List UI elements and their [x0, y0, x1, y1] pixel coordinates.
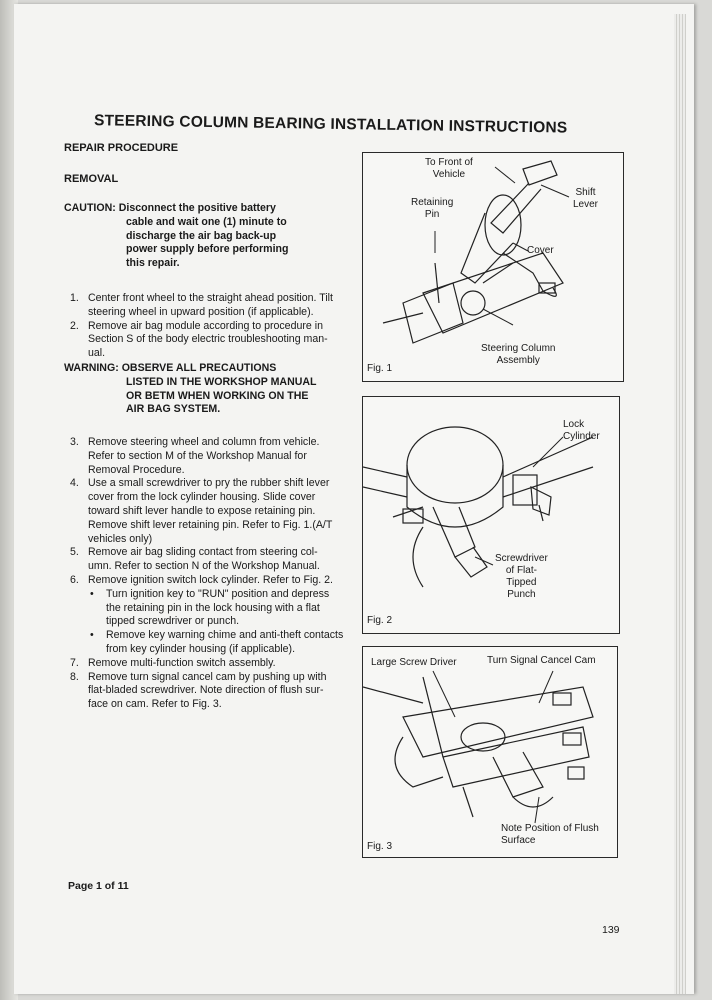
label-line: Punch	[507, 589, 536, 600]
step-line: Remove air bag module according to procedure in	[88, 319, 323, 332]
label-line: Retaining	[411, 197, 454, 208]
list-item	[70, 574, 360, 657]
label-line: Vehicle	[432, 169, 466, 180]
caution-line: power supply before performing	[126, 243, 289, 256]
step-line: Removal Procedure.	[88, 463, 185, 476]
step-line: Use a small screwdriver to pry the rubber shift lever	[88, 477, 330, 490]
sub-list-item	[88, 629, 360, 657]
label-line: Shift	[575, 187, 596, 198]
label-line: Cylinder	[563, 431, 600, 442]
screwdriver-label	[495, 553, 548, 601]
warning-line: LISTED IN THE WORKSHOP MANUAL	[126, 375, 317, 388]
cover-label: Cover	[527, 245, 554, 256]
repair-procedure-heading: REPAIR PROCEDURE	[64, 142, 179, 154]
steps-1-2	[70, 292, 360, 361]
label-line: Note Position of Flush	[501, 823, 599, 834]
list-item	[70, 436, 360, 477]
step-line: Refer to section M of the Workshop Manual for	[88, 449, 307, 462]
step-line: Center front wheel to the straight ahead position. Tilt	[88, 292, 333, 304]
list-item	[70, 657, 360, 671]
bullet: •	[90, 629, 94, 642]
warning-label: WARNING:	[64, 362, 119, 374]
list-item	[70, 546, 360, 574]
caution-line: this repair.	[126, 257, 180, 270]
step-line: from key cylinder housing (if applicable).	[106, 642, 296, 655]
step-number: 4.	[70, 477, 79, 490]
step-line: toward shift lever handle to expose retaining pin.	[88, 504, 316, 517]
lock-cylinder-label	[563, 419, 600, 443]
retaining-pin-label	[411, 197, 453, 221]
figure-caption: Fig. 2	[367, 615, 393, 626]
step-line: face on cam. Refer to Fig. 3.	[88, 698, 222, 711]
step-line: tipped screwdriver or punch.	[106, 615, 240, 628]
warning-line: AIR BAG SYSTEM.	[126, 403, 221, 416]
label-line: Tipped	[506, 577, 537, 588]
step-line: Remove multi-function switch assembly.	[88, 656, 276, 669]
label-line: Surface	[501, 835, 536, 846]
list-item	[70, 477, 360, 546]
warning-block	[64, 362, 364, 417]
caution-label: CAUTION:	[64, 202, 116, 214]
page-number: 139	[602, 924, 620, 936]
caution-line: discharge the air bag back-up	[126, 229, 277, 242]
flush-surface-note	[501, 823, 599, 847]
step-line: Remove turn signal cancel cam by pushing up with	[88, 670, 327, 683]
steering-column-label	[481, 343, 555, 367]
page-footer: Page 1 of 11	[68, 880, 129, 892]
step-line: Remove steering wheel and column from vehicle.	[88, 436, 320, 448]
removal-heading: REMOVAL	[64, 173, 119, 185]
step-line: cover from the lock cylinder housing. Slide cover	[88, 491, 316, 504]
list-item	[70, 292, 360, 320]
step-number: 5.	[70, 546, 79, 559]
label-line: Steering Column	[481, 343, 556, 354]
label-line: of Flat-	[505, 565, 537, 576]
figure-caption: Fig. 1	[367, 363, 393, 374]
step-line: Section S of the body electric troubleshooting man-	[88, 333, 328, 346]
step-line: vehicles only)	[88, 532, 153, 545]
figure-caption: Fig. 3	[367, 841, 393, 852]
step-line: Remove shift lever retaining pin. Refer to Fig. 1.(A/T	[88, 518, 333, 531]
label-line: Lock	[563, 419, 585, 430]
step-number: 3.	[70, 436, 79, 448]
figure-1	[362, 152, 624, 382]
step-number: 8.	[70, 670, 79, 683]
warning-line: OR BETM WHEN WORKING ON THE	[126, 389, 309, 402]
to-front-label	[425, 157, 473, 181]
shift-lever-label	[573, 187, 598, 211]
label-line: Assembly	[496, 355, 540, 366]
step-line: Turn ignition key to "RUN" position and depress	[106, 587, 330, 600]
label-line: Lever	[573, 199, 599, 210]
bullet: •	[90, 587, 94, 600]
step-line: Remove air bag sliding contact from steering col-	[88, 546, 318, 559]
step-line: ual.	[88, 347, 106, 360]
warning-line: OBSERVE ALL PRECAUTIONS	[121, 362, 277, 374]
large-screw-driver-label: Large Screw Driver	[371, 657, 457, 668]
step-line: umn. Refer to section N of the Workshop Manual.	[88, 560, 320, 573]
caution-line: Disconnect the positive battery	[118, 202, 276, 214]
step-number: 7.	[70, 656, 79, 669]
step-line: the retaining pin in the lock housing with a flat	[106, 601, 320, 614]
list-item	[70, 671, 360, 712]
step-number: 6.	[70, 573, 79, 586]
label-line: Screwdriver	[495, 553, 548, 564]
step-line: Remove key warning chime and anti-theft contacts	[106, 629, 344, 642]
figure-3	[362, 646, 618, 858]
step-line: Remove ignition switch lock cylinder. Refer to Fig. 2.	[88, 573, 333, 586]
page-title: STEERING COLUMN BEARING INSTALLATION INSTRUCTIONS	[93, 112, 568, 137]
caution-block	[64, 202, 354, 271]
sub-list-item	[88, 588, 360, 629]
caution-line: cable and wait one (1) minute to	[126, 215, 287, 228]
label-line: To Front of	[425, 157, 473, 168]
step-number: 2.	[70, 319, 79, 332]
label-line: Pin	[424, 209, 440, 220]
turn-signal-cam-label: Turn Signal Cancel Cam	[487, 655, 596, 666]
step-line: steering wheel in upward position (if applicable).	[88, 305, 314, 318]
figure-2	[362, 396, 620, 634]
step-number: 1.	[70, 292, 79, 304]
step-line: flat-bladed screwdriver. Note direction of flush sur-	[88, 684, 324, 697]
list-item	[70, 320, 360, 361]
page-stack-edge	[674, 14, 686, 994]
steps-3-8	[70, 436, 360, 712]
